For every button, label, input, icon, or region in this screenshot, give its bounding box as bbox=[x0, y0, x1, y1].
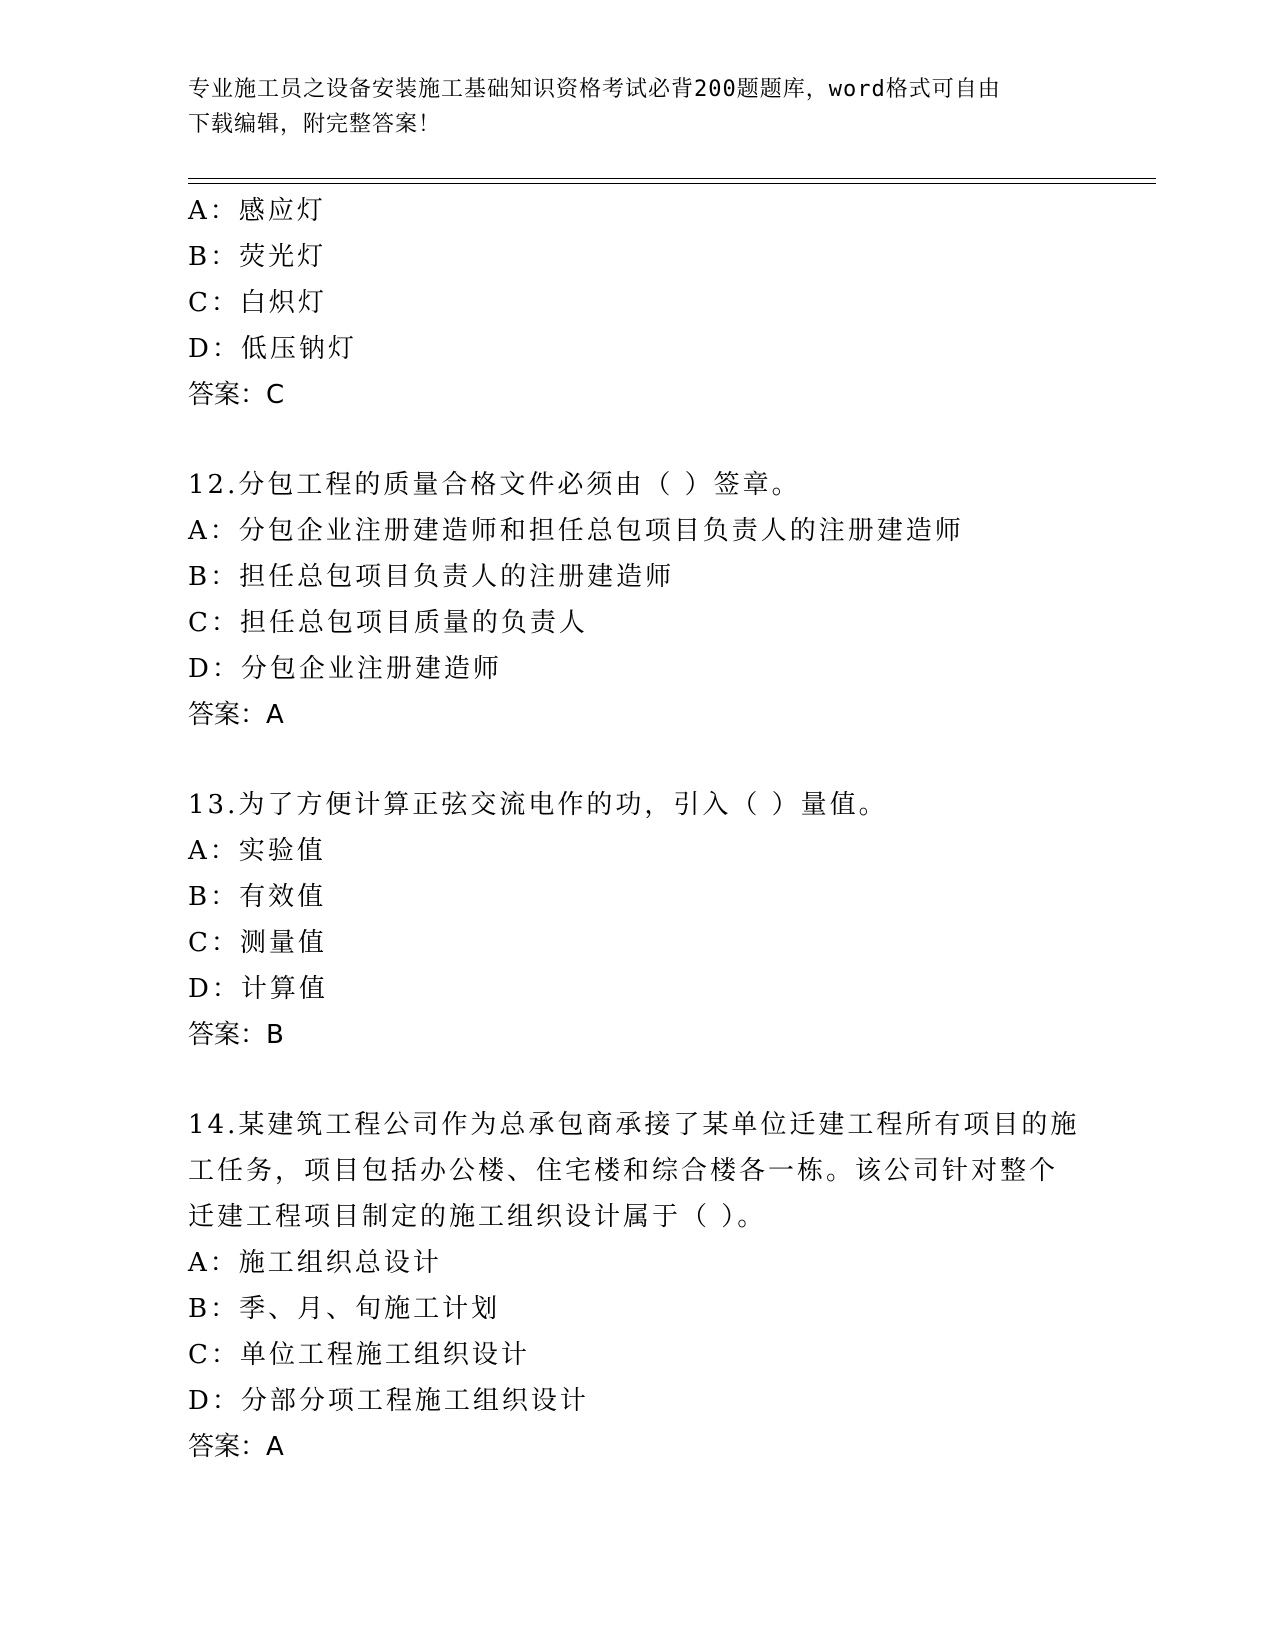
question-stem: 13.为了方便计算正弦交流电作的功，引入（ ）量值。 bbox=[188, 790, 888, 820]
question-13 bbox=[188, 782, 1088, 1058]
option-a: A：实验值 bbox=[188, 836, 326, 866]
option-a: A：感应灯 bbox=[188, 196, 326, 226]
option-b: B：担任总包项目负责人的注册建造师 bbox=[188, 562, 675, 592]
document-header bbox=[188, 72, 1068, 142]
question-content bbox=[188, 188, 1088, 1470]
answer: 答案：A bbox=[188, 1432, 284, 1462]
option-c: C：白炽灯 bbox=[188, 288, 327, 318]
answer: 答案：B bbox=[188, 1020, 284, 1050]
question-stem-line-3: 迁建工程项目制定的施工组织设计属于（ ）。 bbox=[188, 1202, 767, 1232]
option-b: B：季、月、旬施工计划 bbox=[188, 1294, 501, 1324]
question-stem-line-1: 14.某建筑工程公司作为总承包商承接了某单位迁建工程所有项目的施 bbox=[188, 1110, 1080, 1140]
option-a: A：分包企业注册建造师和担任总包项目负责人的注册建造师 bbox=[188, 516, 964, 546]
header-line-1: 专业施工员之设备安装施工基础知识资格考试必背200题题库，word格式可自由 bbox=[188, 77, 1001, 102]
question-stem: 12.分包工程的质量合格文件必须由（ ）签章。 bbox=[188, 470, 801, 500]
option-c: C：单位工程施工组织设计 bbox=[188, 1340, 530, 1370]
option-c: C：担任总包项目质量的负责人 bbox=[188, 608, 588, 638]
option-b: B：荧光灯 bbox=[188, 242, 327, 272]
option-d: D：计算值 bbox=[188, 974, 328, 1004]
option-b: B：有效值 bbox=[188, 882, 327, 912]
question-12 bbox=[188, 462, 1088, 738]
option-d: D：低压钠灯 bbox=[188, 334, 357, 364]
option-a: A：施工组织总设计 bbox=[188, 1248, 442, 1278]
option-c: C：测量值 bbox=[188, 928, 327, 958]
header-rule-top bbox=[188, 178, 1156, 179]
header-line-2: 下载编辑，附完整答案！ bbox=[188, 112, 442, 137]
question-14 bbox=[188, 1102, 1088, 1470]
answer: 答案：A bbox=[188, 700, 284, 730]
question-11 bbox=[188, 188, 1088, 418]
option-d: D：分包企业注册建造师 bbox=[188, 654, 502, 684]
question-stem-line-2: 工任务，项目包括办公楼、住宅楼和综合楼各一栋。该公司针对整个 bbox=[188, 1156, 1059, 1186]
answer: 答案：C bbox=[188, 380, 285, 410]
header-rule-bottom bbox=[188, 183, 1156, 184]
option-d: D：分部分项工程施工组织设计 bbox=[188, 1386, 589, 1416]
